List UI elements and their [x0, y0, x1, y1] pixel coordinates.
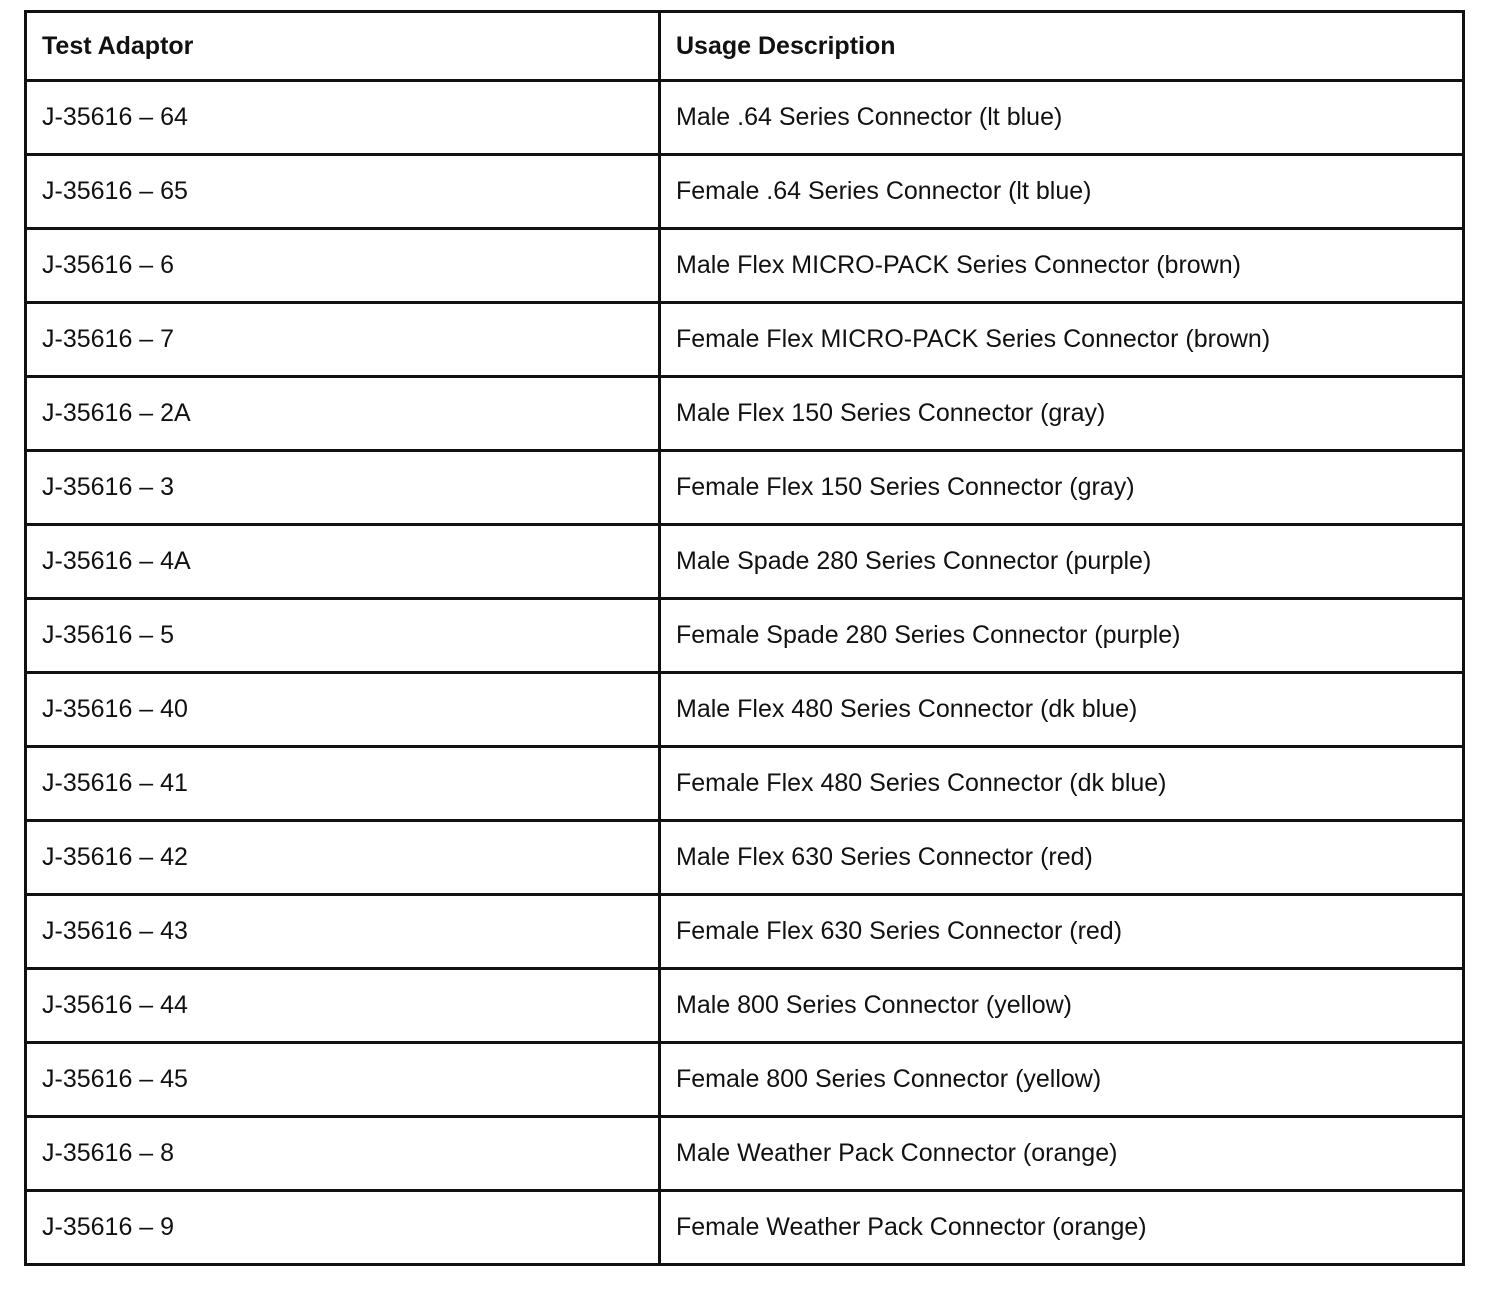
- adaptor-cell: J-35616 – 42: [26, 821, 660, 895]
- table-row: [26, 1043, 1464, 1117]
- adaptor-cell: J-35616 – 7: [26, 303, 660, 377]
- description-cell: Female Spade 280 Series Connector (purple): [660, 599, 1464, 673]
- adaptor-cell: J-35616 – 41: [26, 747, 660, 821]
- description-cell: Female .64 Series Connector (lt blue): [660, 155, 1464, 229]
- description-cell: Male Flex 630 Series Connector (red): [660, 821, 1464, 895]
- table-body: [26, 81, 1464, 1265]
- header-test-adaptor: Test Adaptor: [26, 12, 660, 81]
- description-cell: Male Weather Pack Connector (orange): [660, 1117, 1464, 1191]
- table-header-row: [26, 12, 1464, 81]
- adaptor-cell: J-35616 – 45: [26, 1043, 660, 1117]
- table-row: [26, 229, 1464, 303]
- adaptor-cell: J-35616 – 8: [26, 1117, 660, 1191]
- table-row: [26, 155, 1464, 229]
- adaptor-cell: J-35616 – 2A: [26, 377, 660, 451]
- description-cell: Male Flex 150 Series Connector (gray): [660, 377, 1464, 451]
- adaptor-table: [24, 10, 1465, 1266]
- description-cell: Male Spade 280 Series Connector (purple): [660, 525, 1464, 599]
- adaptor-cell: J-35616 – 6: [26, 229, 660, 303]
- adaptor-cell: J-35616 – 64: [26, 81, 660, 155]
- adaptor-cell: J-35616 – 65: [26, 155, 660, 229]
- table-row: [26, 303, 1464, 377]
- table-row: [26, 747, 1464, 821]
- description-cell: Female Flex 150 Series Connector (gray): [660, 451, 1464, 525]
- description-cell: Male .64 Series Connector (lt blue): [660, 81, 1464, 155]
- table-row: [26, 377, 1464, 451]
- table-row: [26, 1191, 1464, 1265]
- description-cell: Female Flex MICRO-PACK Series Connector (brown): [660, 303, 1464, 377]
- adaptor-cell: J-35616 – 40: [26, 673, 660, 747]
- adaptor-cell: J-35616 – 4A: [26, 525, 660, 599]
- adaptor-cell: J-35616 – 5: [26, 599, 660, 673]
- adaptor-cell: J-35616 – 9: [26, 1191, 660, 1265]
- description-cell: Female Flex 630 Series Connector (red): [660, 895, 1464, 969]
- table-row: [26, 821, 1464, 895]
- table-row: [26, 673, 1464, 747]
- adaptor-cell: J-35616 – 3: [26, 451, 660, 525]
- table-row: [26, 451, 1464, 525]
- description-cell: Female 800 Series Connector (yellow): [660, 1043, 1464, 1117]
- description-cell: Male Flex MICRO-PACK Series Connector (brown): [660, 229, 1464, 303]
- table-row: [26, 969, 1464, 1043]
- description-cell: Male 800 Series Connector (yellow): [660, 969, 1464, 1043]
- table-row: [26, 599, 1464, 673]
- table-row: [26, 895, 1464, 969]
- description-cell: Female Weather Pack Connector (orange): [660, 1191, 1464, 1265]
- description-cell: Male Flex 480 Series Connector (dk blue): [660, 673, 1464, 747]
- table-row: [26, 81, 1464, 155]
- adaptor-cell: J-35616 – 43: [26, 895, 660, 969]
- header-usage-description: Usage Description: [660, 12, 1464, 81]
- adaptor-cell: J-35616 – 44: [26, 969, 660, 1043]
- table-row: [26, 1117, 1464, 1191]
- description-cell: Female Flex 480 Series Connector (dk blue): [660, 747, 1464, 821]
- table-row: [26, 525, 1464, 599]
